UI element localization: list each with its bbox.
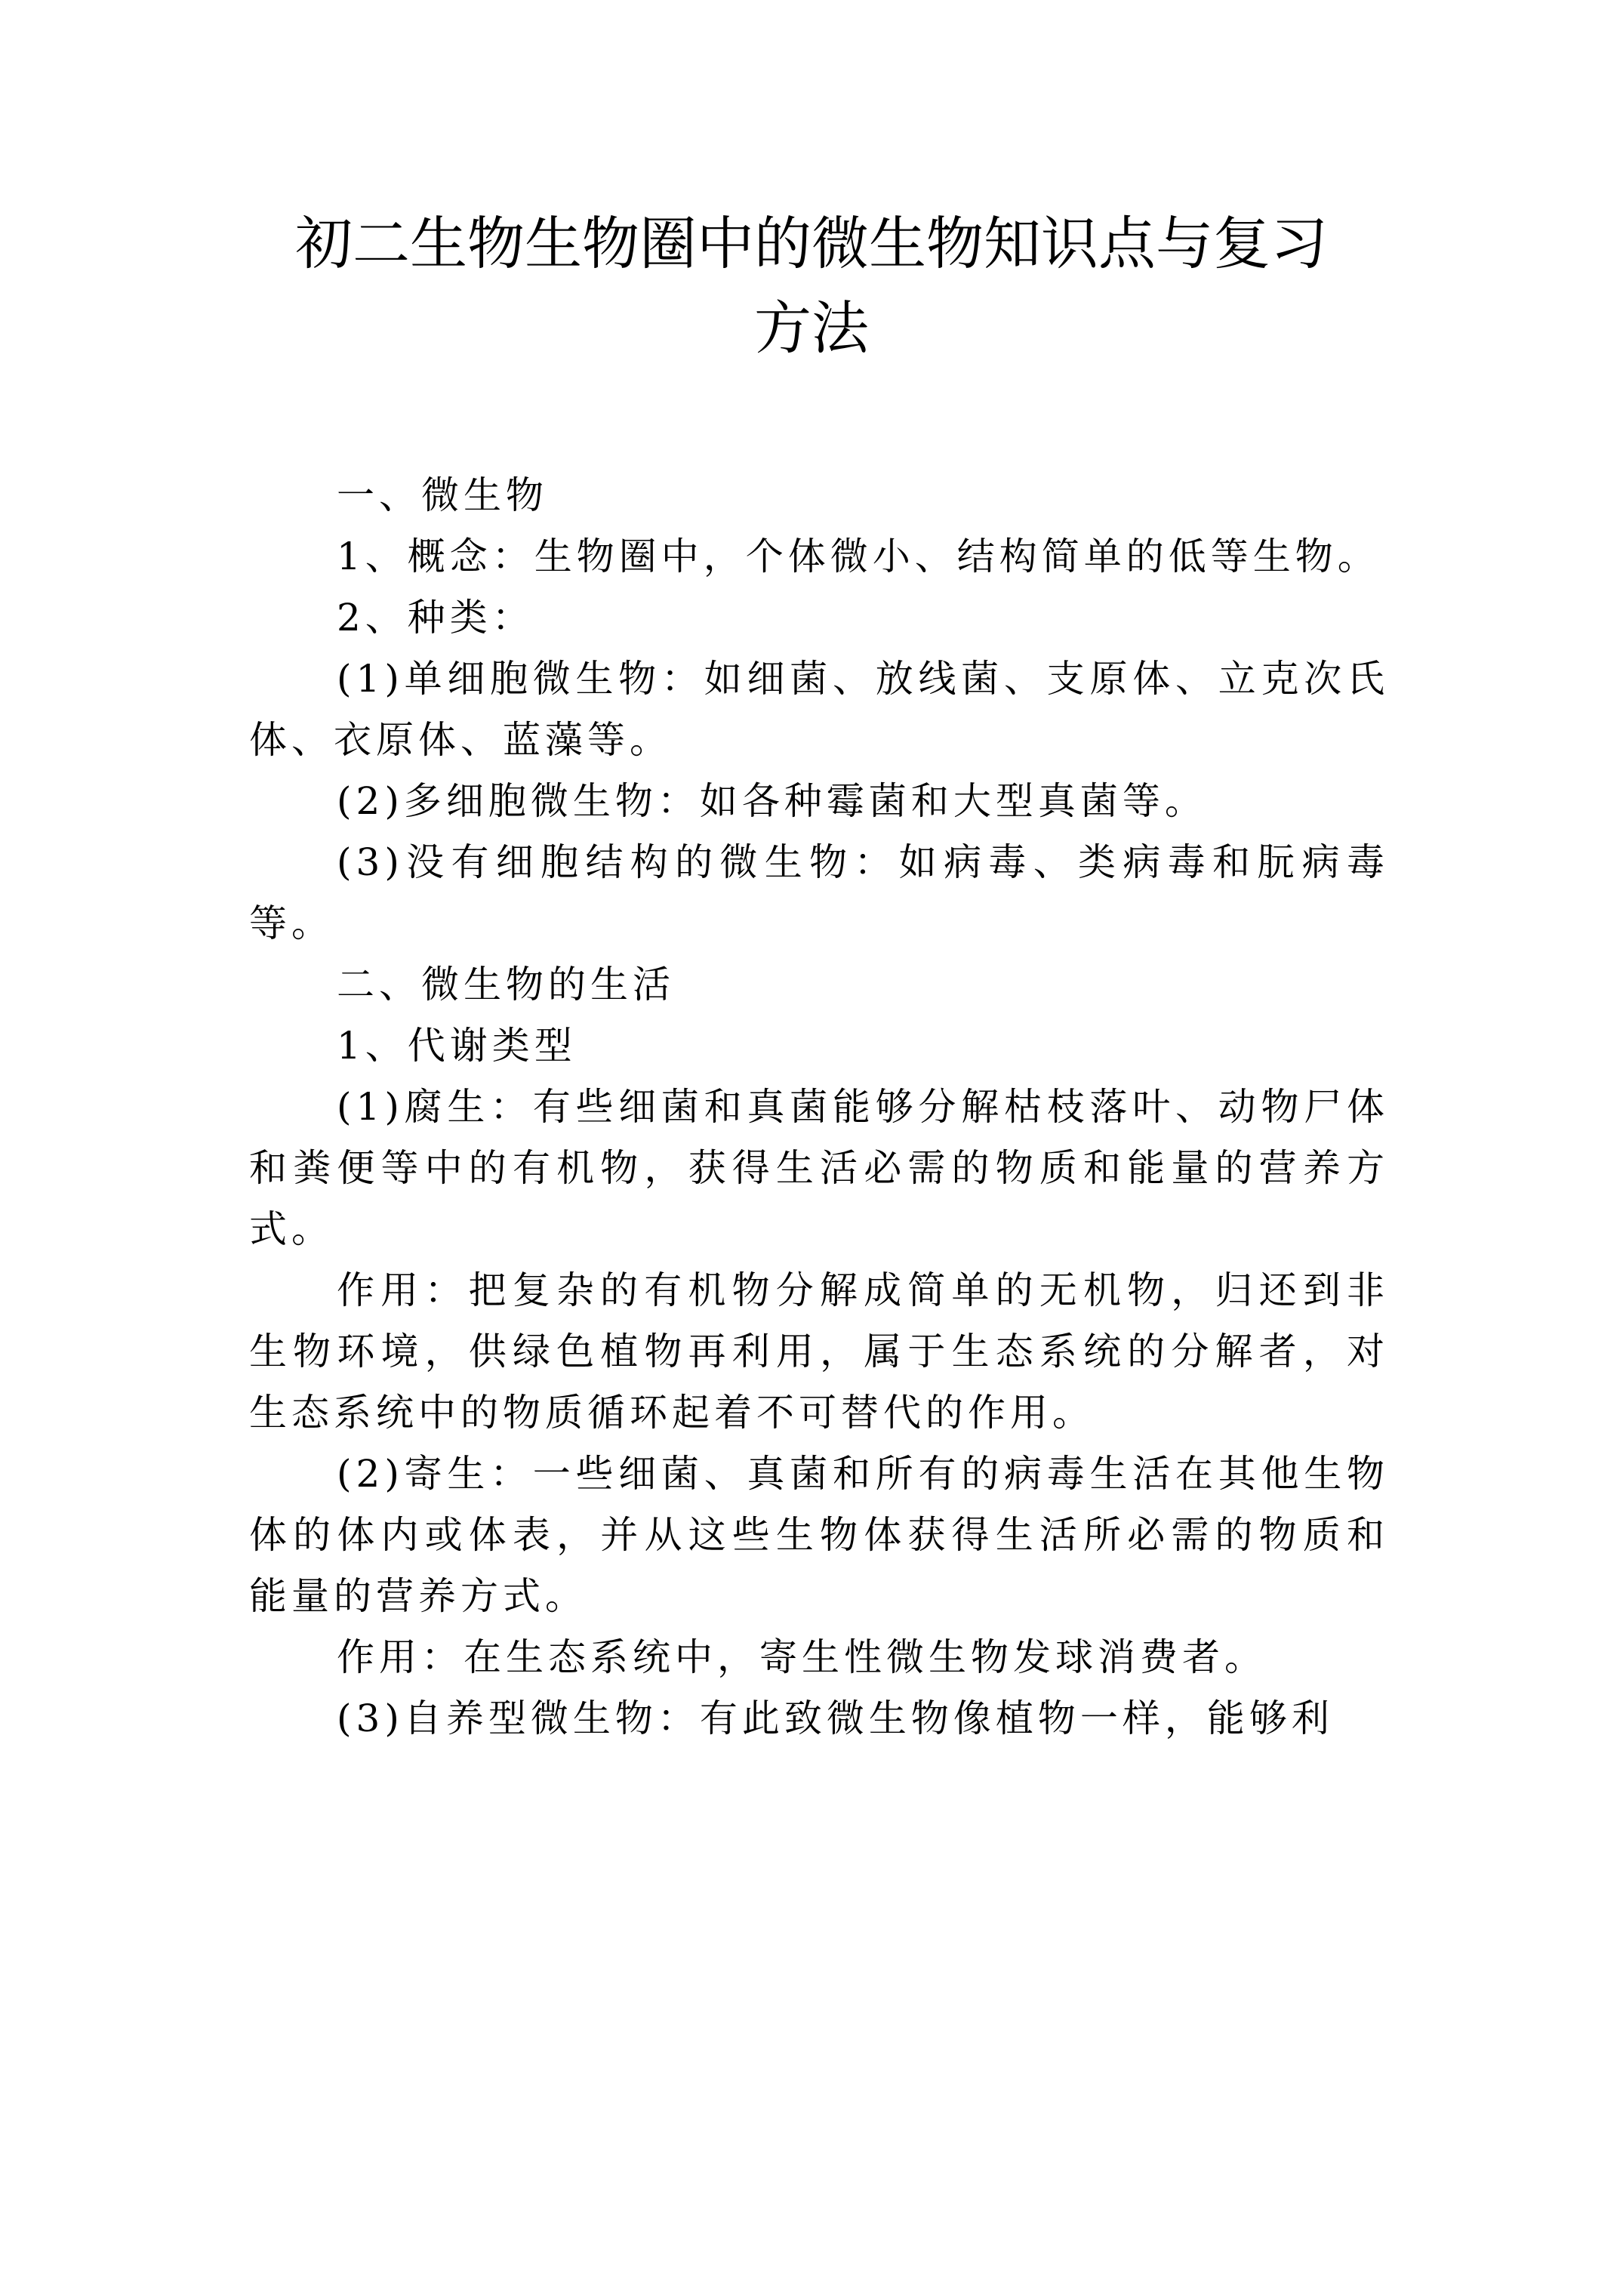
paragraph-types: 2、种类： [337, 596, 534, 639]
paragraph-unicellular: (1)单细胞微生物：如细菌、放线菌、支原体、立克次氏体、衣原体、蓝藻等。 [249, 657, 1389, 762]
paragraph-concept: 1、概念：生物圈中，个体微小、结构简单的低等生物。 [337, 535, 1380, 578]
paragraph-autotrophic: (3)自养型微生物：有此致微生物像植物一样，能够利 [337, 1697, 1334, 1740]
section-heading-microbial-life: 二、微生物的生活 [337, 963, 675, 1006]
document-body [249, 465, 1389, 1749]
section-heading-microorganisms: 一、微生物 [337, 473, 548, 517]
paragraph-parasitic-role: 作用：在生态系统中，寄生性微生物发球消费者。 [337, 1635, 1267, 1679]
document-title-line-1: 初二生物生物圈中的微生物知识点与复习 [295, 210, 1328, 277]
paragraph-metabolism-types: 1、代谢类型 [337, 1024, 577, 1068]
paragraph-saprophytic-role: 作用：把复杂的有机物分解成简单的无机物，归还到非生物环境，供绿色植物再利用，属于生态系统的分解者，对生态系统中的物质循环起着不可替代的作用。 [249, 1268, 1389, 1435]
paragraph-saprophytic: (1)腐生：有些细菌和真菌能够分解枯枝落叶、动物尸体和粪便等中的有机物，获得生活必需的物质和能量的营养方式。 [249, 1085, 1389, 1251]
paragraph-multicellular: (2)多细胞微生物：如各种霉菌和大型真菌等。 [337, 779, 1207, 823]
paragraph-acellular: (3)没有细胞结构的微生物：如病毒、类病毒和朊病毒等。 [249, 840, 1389, 945]
paragraph-parasitic: (2)寄生：一些细菌、真菌和所有的病毒生活在其他生物体的体内或体表，并从这些生物体获得生活所必需的物质和能量的营养方式。 [249, 1452, 1389, 1618]
document-title-line-2: 方法 [754, 294, 869, 362]
